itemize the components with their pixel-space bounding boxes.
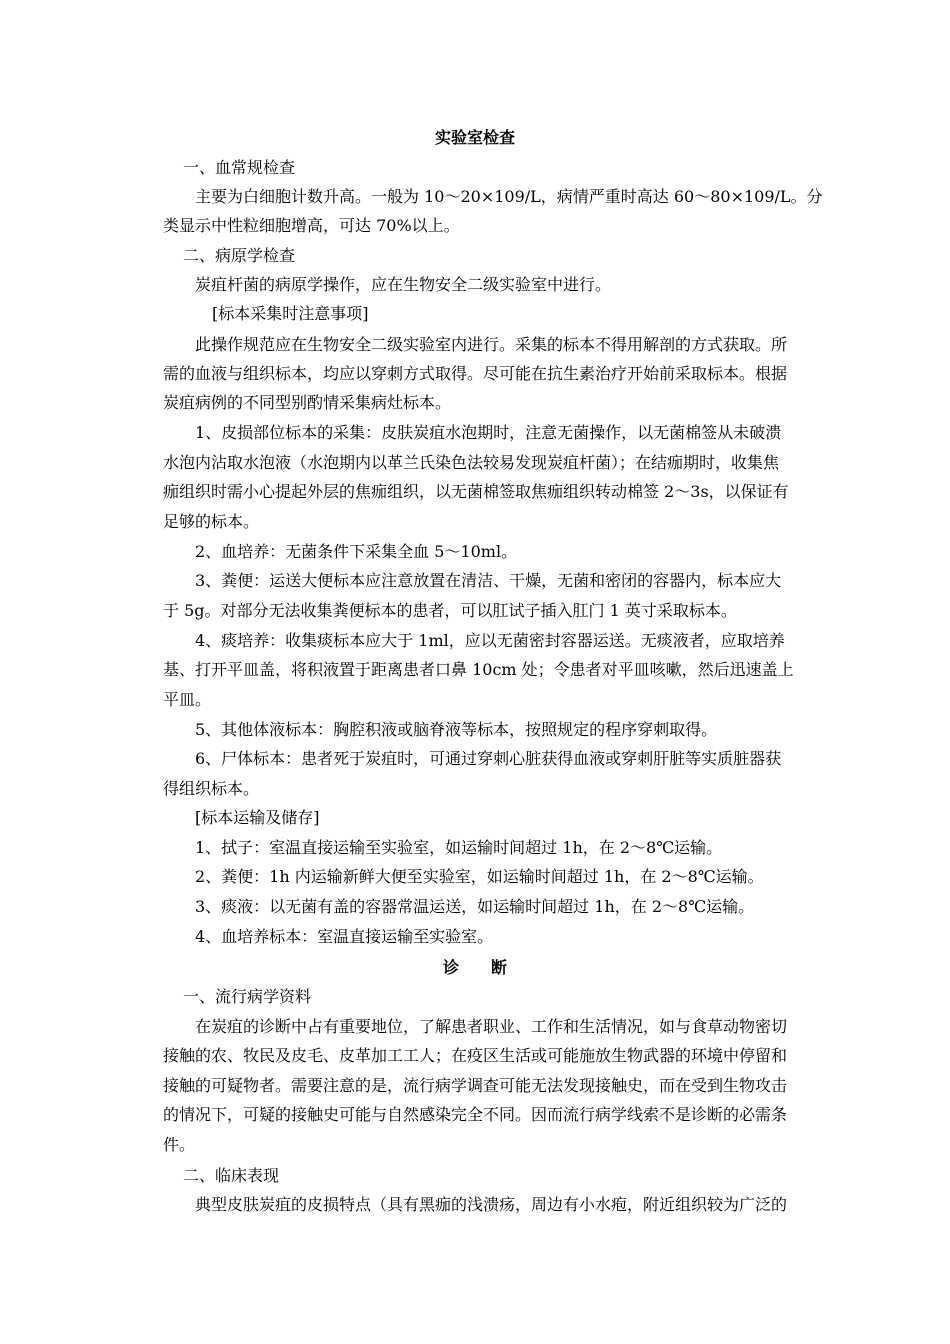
list-item: 1、拭子：室温直接运输至实验室，如运输时间超过 1h，在 2～8℃运输。 [195, 838, 723, 857]
paragraph-line: 足够的标本。 [163, 512, 260, 531]
paragraph-line: 类显示中性粒细胞增高，可达 70%以上。 [163, 216, 460, 235]
paragraph-line: 此操作规范应在生物安全二级实验室内进行。采集的标本不得用解剖的方式获取。所 [195, 335, 788, 354]
list-item: 5、其他体液标本：胸腔积液或脑脊液等标本，按照规定的程序穿刺取得。 [195, 720, 718, 739]
list-item: 3、粪便：运送大便标本应注意放置在清洁、干燥，无菌和密闭的容器内，标本应大 [195, 571, 782, 590]
note-transport: [标本运输及储存] [195, 808, 320, 827]
list-item: 3、痰液：以无菌有盖的容器常温运送，如运输时间超过 1h，在 2～8℃运输。 [195, 897, 755, 916]
paragraph-line: 件。 [163, 1135, 196, 1154]
list-item: 2、血培养：无菌条件下采集全血 5～10ml。 [195, 542, 518, 561]
heading-clinical: 二、临床表现 [183, 1166, 280, 1185]
note-collection: [标本采集时注意事项] [212, 304, 369, 323]
heading-epidemiology: 一、流行病学资料 [183, 987, 312, 1006]
paragraph-line: 接触的可疑物者。需要注意的是，流行病学调查可能无法发现接触史，而在受到生物攻击 [163, 1076, 788, 1095]
paragraph-line: 炭疽杆菌的病原学操作，应在生物安全二级实验室中进行。 [195, 275, 612, 294]
list-item: 4、血培养标本：室温直接运输至实验室。 [195, 927, 494, 946]
list-item: 1、皮损部位标本的采集：皮肤炭疽水泡期时，注意无菌操作，以无菌棉签从未破溃 [195, 423, 782, 442]
paragraph-line: 痂组织时需小心提起外层的焦痂组织，以无菌棉签取焦痂组织转动棉签 2～3s，以保证有 [163, 482, 789, 501]
paragraph-line: 基、打开平皿盖，将积液置于距离患者口鼻 10cm 处；令患者对平皿咳嗽，然后迅速盖上 [163, 660, 794, 679]
list-item: 6、尸体标本：患者死于炭疽时，可通过穿刺心脏获得血液或穿刺肝脏等实质脏器获 [195, 749, 782, 768]
paragraph-line: 的情况下，可疑的接触史可能与自然感染完全不同。因而流行病学线索不是诊断的必需条 [163, 1105, 788, 1124]
paragraph-line: 炭疽病例的不同型别酌情采集病灶标本。 [163, 393, 452, 412]
paragraph-line: 水泡内沾取水泡液（水泡期内以革兰氏染色法较易发现炭疽杆菌）；在结痂期时，收集焦 [163, 453, 780, 472]
section-title-diagnosis: 诊 断 [442, 958, 507, 977]
list-item: 4、痰培养：收集痰标本应大于 1ml，应以无菌密封容器运送。无痰液者，应取培养 [195, 631, 785, 650]
paragraph-line: 得组织标本。 [163, 779, 260, 798]
paragraph-line: 于 5g。对部分无法收集粪便标本的患者，可以肛试子插入肛门 1 英寸采取标本。 [163, 601, 737, 620]
paragraph-line: 在炭疽的诊断中占有重要地位，了解患者职业、工作和生活情况，如与食草动物密切 [195, 1017, 788, 1036]
section-title-lab: 实验室检查 [434, 128, 515, 147]
paragraph-line: 需的血液与组织标本，均应以穿刺方式取得。尽可能在抗生素治疗开始前采取标本。根据 [163, 364, 788, 383]
paragraph-line: 平皿。 [163, 690, 212, 709]
paragraph-line: 主要为白细胞计数升高。一般为 10～20×109/L，病情严重时高达 60～80×109/L。分 [195, 187, 823, 206]
heading-etiology: 二、病原学检查 [183, 246, 296, 265]
list-item: 2、粪便：1h 内运输新鲜大便至实验室，如运输时间超过 1h，在 2～8℃运输。 [195, 867, 764, 886]
paragraph-line: 接触的农、牧民及皮毛、皮革加工工人；在疫区生活或可能施放生物武器的环境中停留和 [163, 1046, 788, 1065]
paragraph-line: 典型皮肤炭疽的皮损特点（具有黑痂的浅溃疡，周边有小水疱，附近组织较为广泛的 [195, 1195, 788, 1214]
heading-blood-routine: 一、血常规检查 [183, 158, 296, 177]
